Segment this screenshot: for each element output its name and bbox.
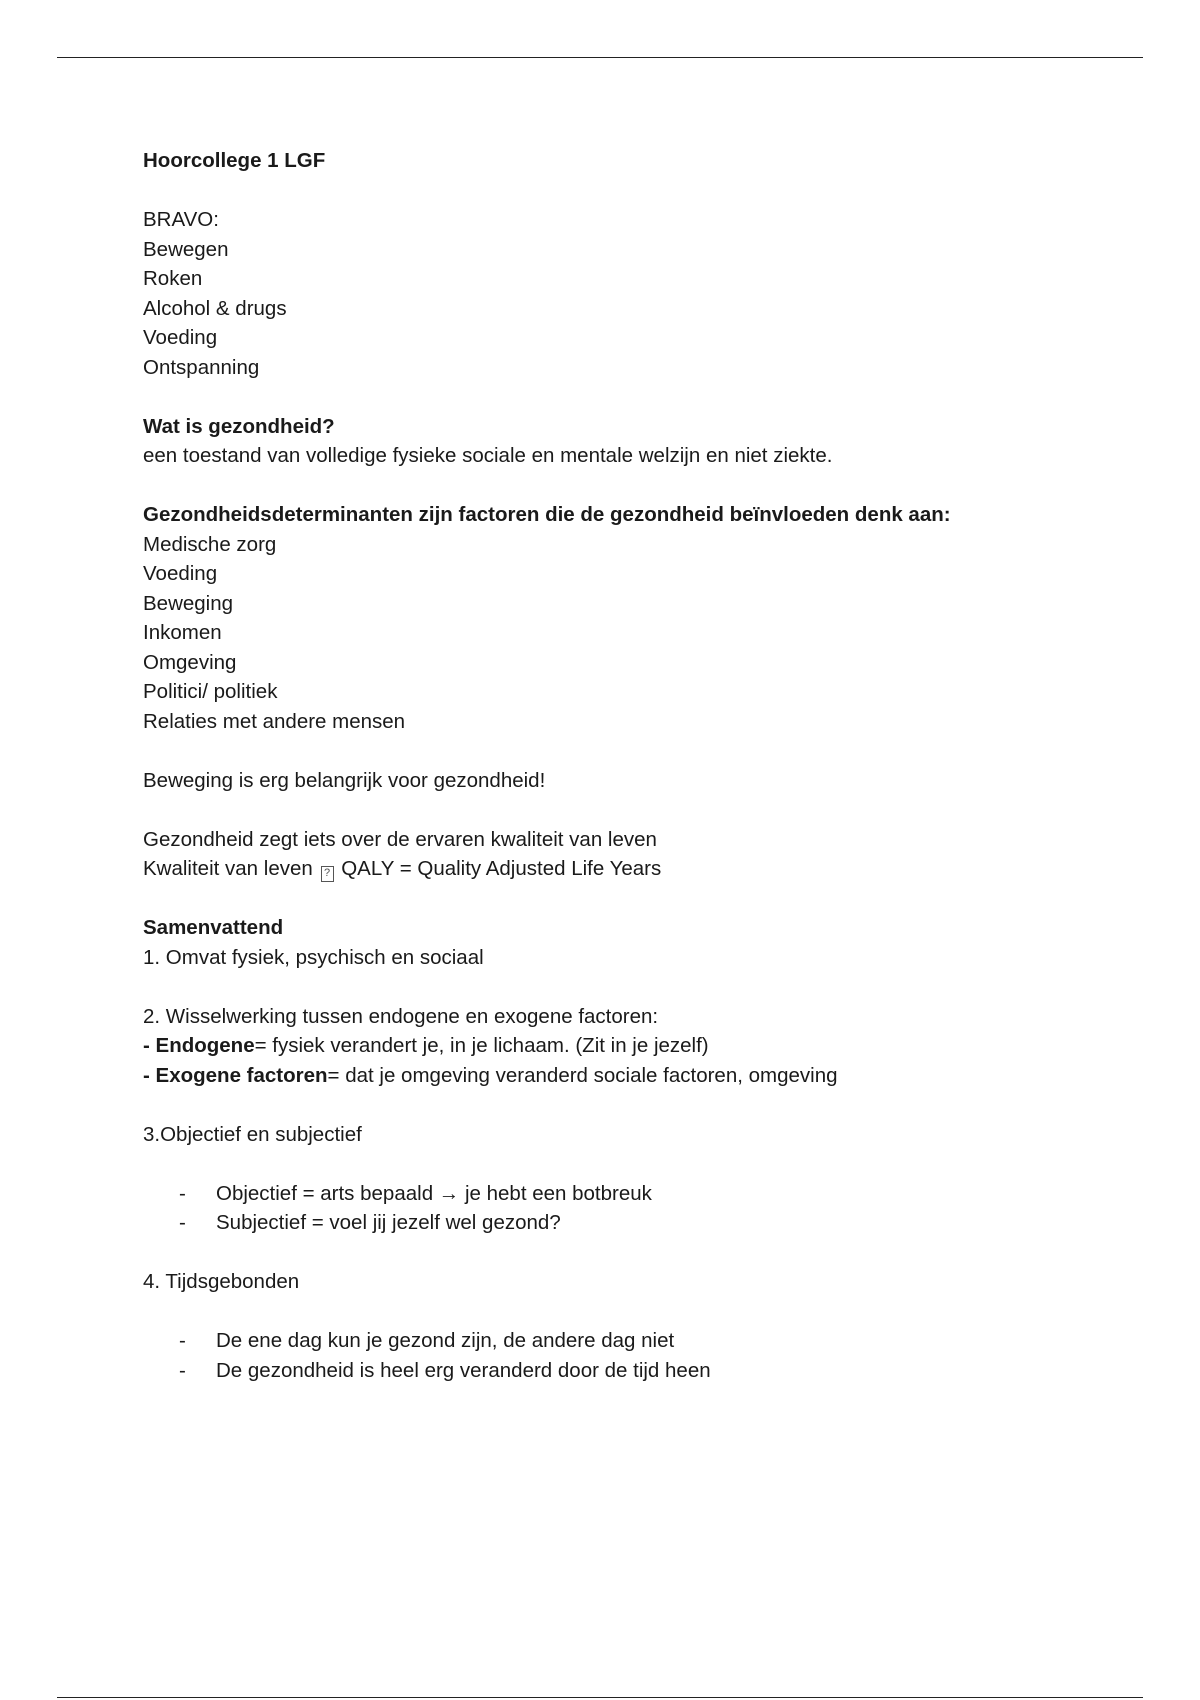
determinant-item: Voeding [143, 562, 218, 585]
qaly-definition: QALY = Quality Adjusted Life Years [341, 857, 662, 880]
missing-glyph-icon: ? [321, 866, 334, 882]
list-item-text: Objectief = arts bepaald → je hebt een botbreuk [216, 1181, 652, 1205]
list-item-text: Subjectief = voel jij jezelf wel gezond? [216, 1211, 561, 1234]
determinant-item: Politici/ politiek [143, 680, 278, 703]
bravo-item: Voeding [143, 326, 218, 349]
summary-point-1: 1. Omvat fysiek, psychisch en sociaal [143, 945, 484, 969]
list-item [143, 1356, 1103, 1386]
summary-point-3: 3.Objectief en subjectief [143, 1122, 362, 1146]
determinant-item: Relaties met andere mensen [143, 709, 406, 733]
determinant-item: Inkomen [143, 621, 222, 644]
determinant-item: Medische zorg [143, 532, 277, 556]
quality-line: Gezondheid zegt iets over de ervaren kwaliteit van leven [143, 827, 657, 851]
list-item [143, 1326, 1103, 1356]
document-title: Hoorcollege 1 LGF [143, 149, 326, 172]
determinants-heading: Gezondheidsdeterminanten zijn factoren die de gezondheid beïnvloeden denk aan: [143, 503, 951, 526]
point3-bullet-list [143, 1179, 1103, 1238]
list-item [143, 1208, 1103, 1238]
point4-bullet-list [143, 1326, 1103, 1385]
endogene-line [143, 1031, 1103, 1061]
summary-point-4: 4. Tijdsgebonden [143, 1270, 300, 1293]
header-rule [57, 57, 1143, 58]
bullet-dash: - [179, 1181, 186, 1205]
bravo-item: Ontspanning [143, 355, 260, 379]
exogene-text: = dat je omgeving veranderd sociale factoren, omgeving [327, 1063, 838, 1087]
bravo-item: Roken [143, 267, 203, 290]
qaly-line [143, 854, 1103, 884]
movement-note: Beweging is erg belangrijk voor gezondheid! [143, 768, 546, 792]
list-item-text: De gezondheid is heel erg veranderd door de tijd heen [216, 1358, 711, 1382]
determinant-item: Beweging [143, 591, 234, 615]
summary-heading: Samenvattend [143, 916, 284, 939]
bravo-item: Bewegen [143, 237, 229, 261]
bullet-dash: - [179, 1358, 186, 1382]
bullet-dash: - [179, 1329, 186, 1352]
endogene-label: - Endogene [143, 1034, 255, 1057]
list-item [143, 1179, 1103, 1209]
bravo-item: Alcohol & drugs [143, 296, 287, 320]
determinant-item: Omgeving [143, 650, 237, 674]
bullet-dash: - [179, 1211, 186, 1234]
health-heading: Wat is gezondheid? [143, 414, 335, 438]
health-definition: een toestand van volledige fysieke sociale en mentale welzijn en niet ziekte. [143, 444, 833, 467]
footer-rule [57, 1697, 1143, 1698]
document-body [143, 146, 1103, 1385]
list-item-text: De ene dag kun je gezond zijn, de andere dag niet [216, 1329, 675, 1352]
endogene-text: = fysiek verandert je, in je lichaam. (Zit in je jezelf) [254, 1034, 709, 1057]
bravo-heading: BRAVO: [143, 208, 219, 231]
exogene-line [143, 1061, 1103, 1091]
qaly-prefix: Kwaliteit van leven [143, 857, 313, 880]
exogene-label: - Exogene factoren [143, 1063, 328, 1087]
summary-point-2: 2. Wisselwerking tussen endogene en exogene factoren: [143, 1004, 659, 1028]
